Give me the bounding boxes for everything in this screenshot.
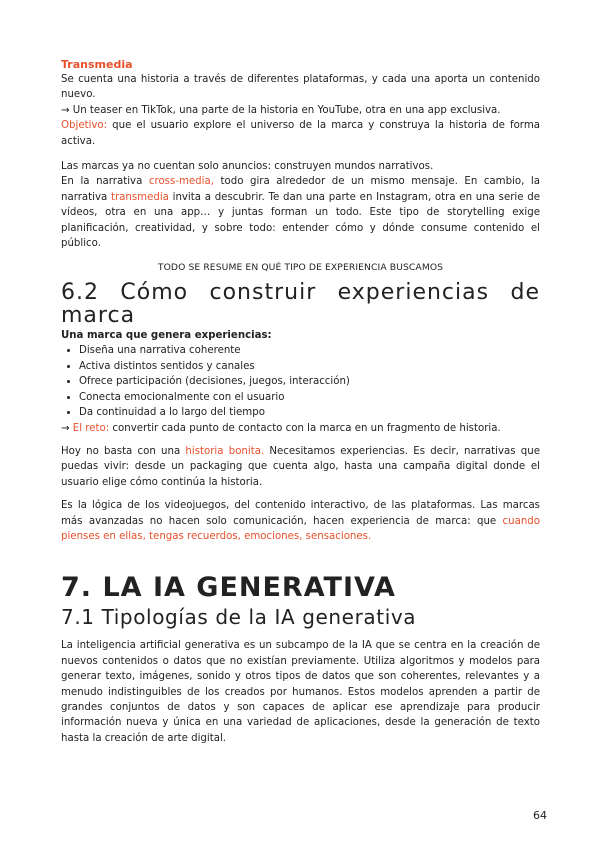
section-6-2-heading: [61, 281, 540, 327]
historia-bonita-term: historia bonita.: [185, 445, 265, 457]
p1-text-a: Hoy no basta con una: [61, 445, 186, 457]
transmedia-term: transmedia: [110, 191, 169, 203]
narratives-text-e: invita a descubrir. Te dan una parte en Instagram, otra en una serie de vídeos, otra en una app… y juntas forman un todo. Este tipo de storytelling exige planificación, creatividad, y sobre todo: entender cómo y dónde consume contenido el público.: [61, 191, 540, 250]
list-item: • Conecta emocionalmente con el usuario: [79, 390, 540, 405]
narratives-text-c: todo gira alrededor de un mismo mensaje. En cambio, la narrativa: [61, 176, 540, 203]
section-7-1-heading: 7.1 Tipologías de la IA generativa: [61, 605, 417, 630]
page-content: [61, 58, 540, 746]
p2-text-a: Es la lógica de los videojuegos, del contenido interactivo, de las plataformas. Las marcas más avanzadas no hacen solo comunicación, hacen experiencia de marca: que: [61, 500, 540, 527]
emotions-phrase: cuando pienses en ellas, tengas recuerdos, emociones, sensaciones.: [61, 515, 540, 542]
transmedia-objective: [61, 118, 540, 149]
experiences-paragraph-2: [61, 498, 540, 544]
chapter-7-heading: 7. LA IA GENERATIVA: [61, 572, 396, 604]
list-item: • Diseña una narrativa coherente: [79, 343, 540, 358]
list-item: • Activa distintos sentidos y canales: [79, 359, 540, 374]
list-item: • Da continuidad a lo largo del tiempo: [79, 405, 540, 420]
arrow-glyph: →: [61, 422, 73, 434]
objective-label: Objetivo:: [61, 120, 108, 132]
transmedia-example: → Un teaser en TikTok, una parte de la historia en YouTube, otra en una app exclusiva.: [61, 104, 501, 116]
heading-word: Cómo: [120, 280, 189, 306]
heading-word: experiencias: [337, 280, 490, 306]
heading-word: de: [510, 280, 540, 306]
narratives-paragraph: [61, 174, 540, 251]
challenge-text: convertir cada punto de contacto con la marca en un fragmento de historia.: [109, 422, 501, 434]
experiences-label: Una marca que genera experiencias:: [61, 330, 272, 342]
narratives-text-a: En la narrativa: [61, 176, 149, 188]
transmedia-description: Se cuenta una historia a través de diferentes plataformas, y cada una aporta un contenido nuevo.: [61, 74, 540, 101]
experiences-paragraph-1: [61, 444, 540, 490]
challenge-line: [61, 421, 540, 436]
heading-word: construir: [209, 280, 317, 306]
transmedia-title: Transmedia: [61, 58, 133, 71]
objective-text: que el usuario explore el universo de la marca y construya la historia de forma activa.: [61, 120, 540, 147]
page-number: 64: [533, 809, 547, 822]
cross-media-term: cross-media,: [148, 176, 214, 188]
heading-line-2: marca: [61, 303, 136, 329]
challenge-label: El reto:: [72, 422, 110, 434]
ia-paragraph: La inteligencia artificial generativa es un subcampo de la IA que se centra en la creación de nuevos contenidos o datos que no existían previamente. Utiliza algoritmos y modelos para generar texto, imágenes, sonido y otros tipos de datos que son coherentes, relevantes y a menudo indistinguibles de los creados por humanos. Estos modelos aprenden a partir de grandes conjuntos de datos y son capaces de aplicar ese aprendizaje para producir información nueva y única en una variedad de aplicaciones, desde la generación de texto hasta la creación de arte digital.: [61, 640, 540, 744]
heading-word: 6.2: [61, 280, 99, 306]
list-item: • Ofrece participación (decisiones, juegos, interacción): [79, 374, 540, 389]
narratives-intro: Las marcas ya no cuentan solo anuncios: construyen mundos narrativos.: [61, 161, 434, 173]
summary-line: TODO SE RESUME EN QUÉ TIPO DE EXPERIENCIA BUSCAMOS: [157, 262, 444, 274]
p1-text-c: Necesitamos experiencias. Es decir, narrativas que puedas vivir: desde un packaging que cuenta algo, hasta una campaña digital donde el usuario elige cómo continúa la historia.: [61, 445, 540, 488]
experiences-list: [61, 343, 540, 420]
